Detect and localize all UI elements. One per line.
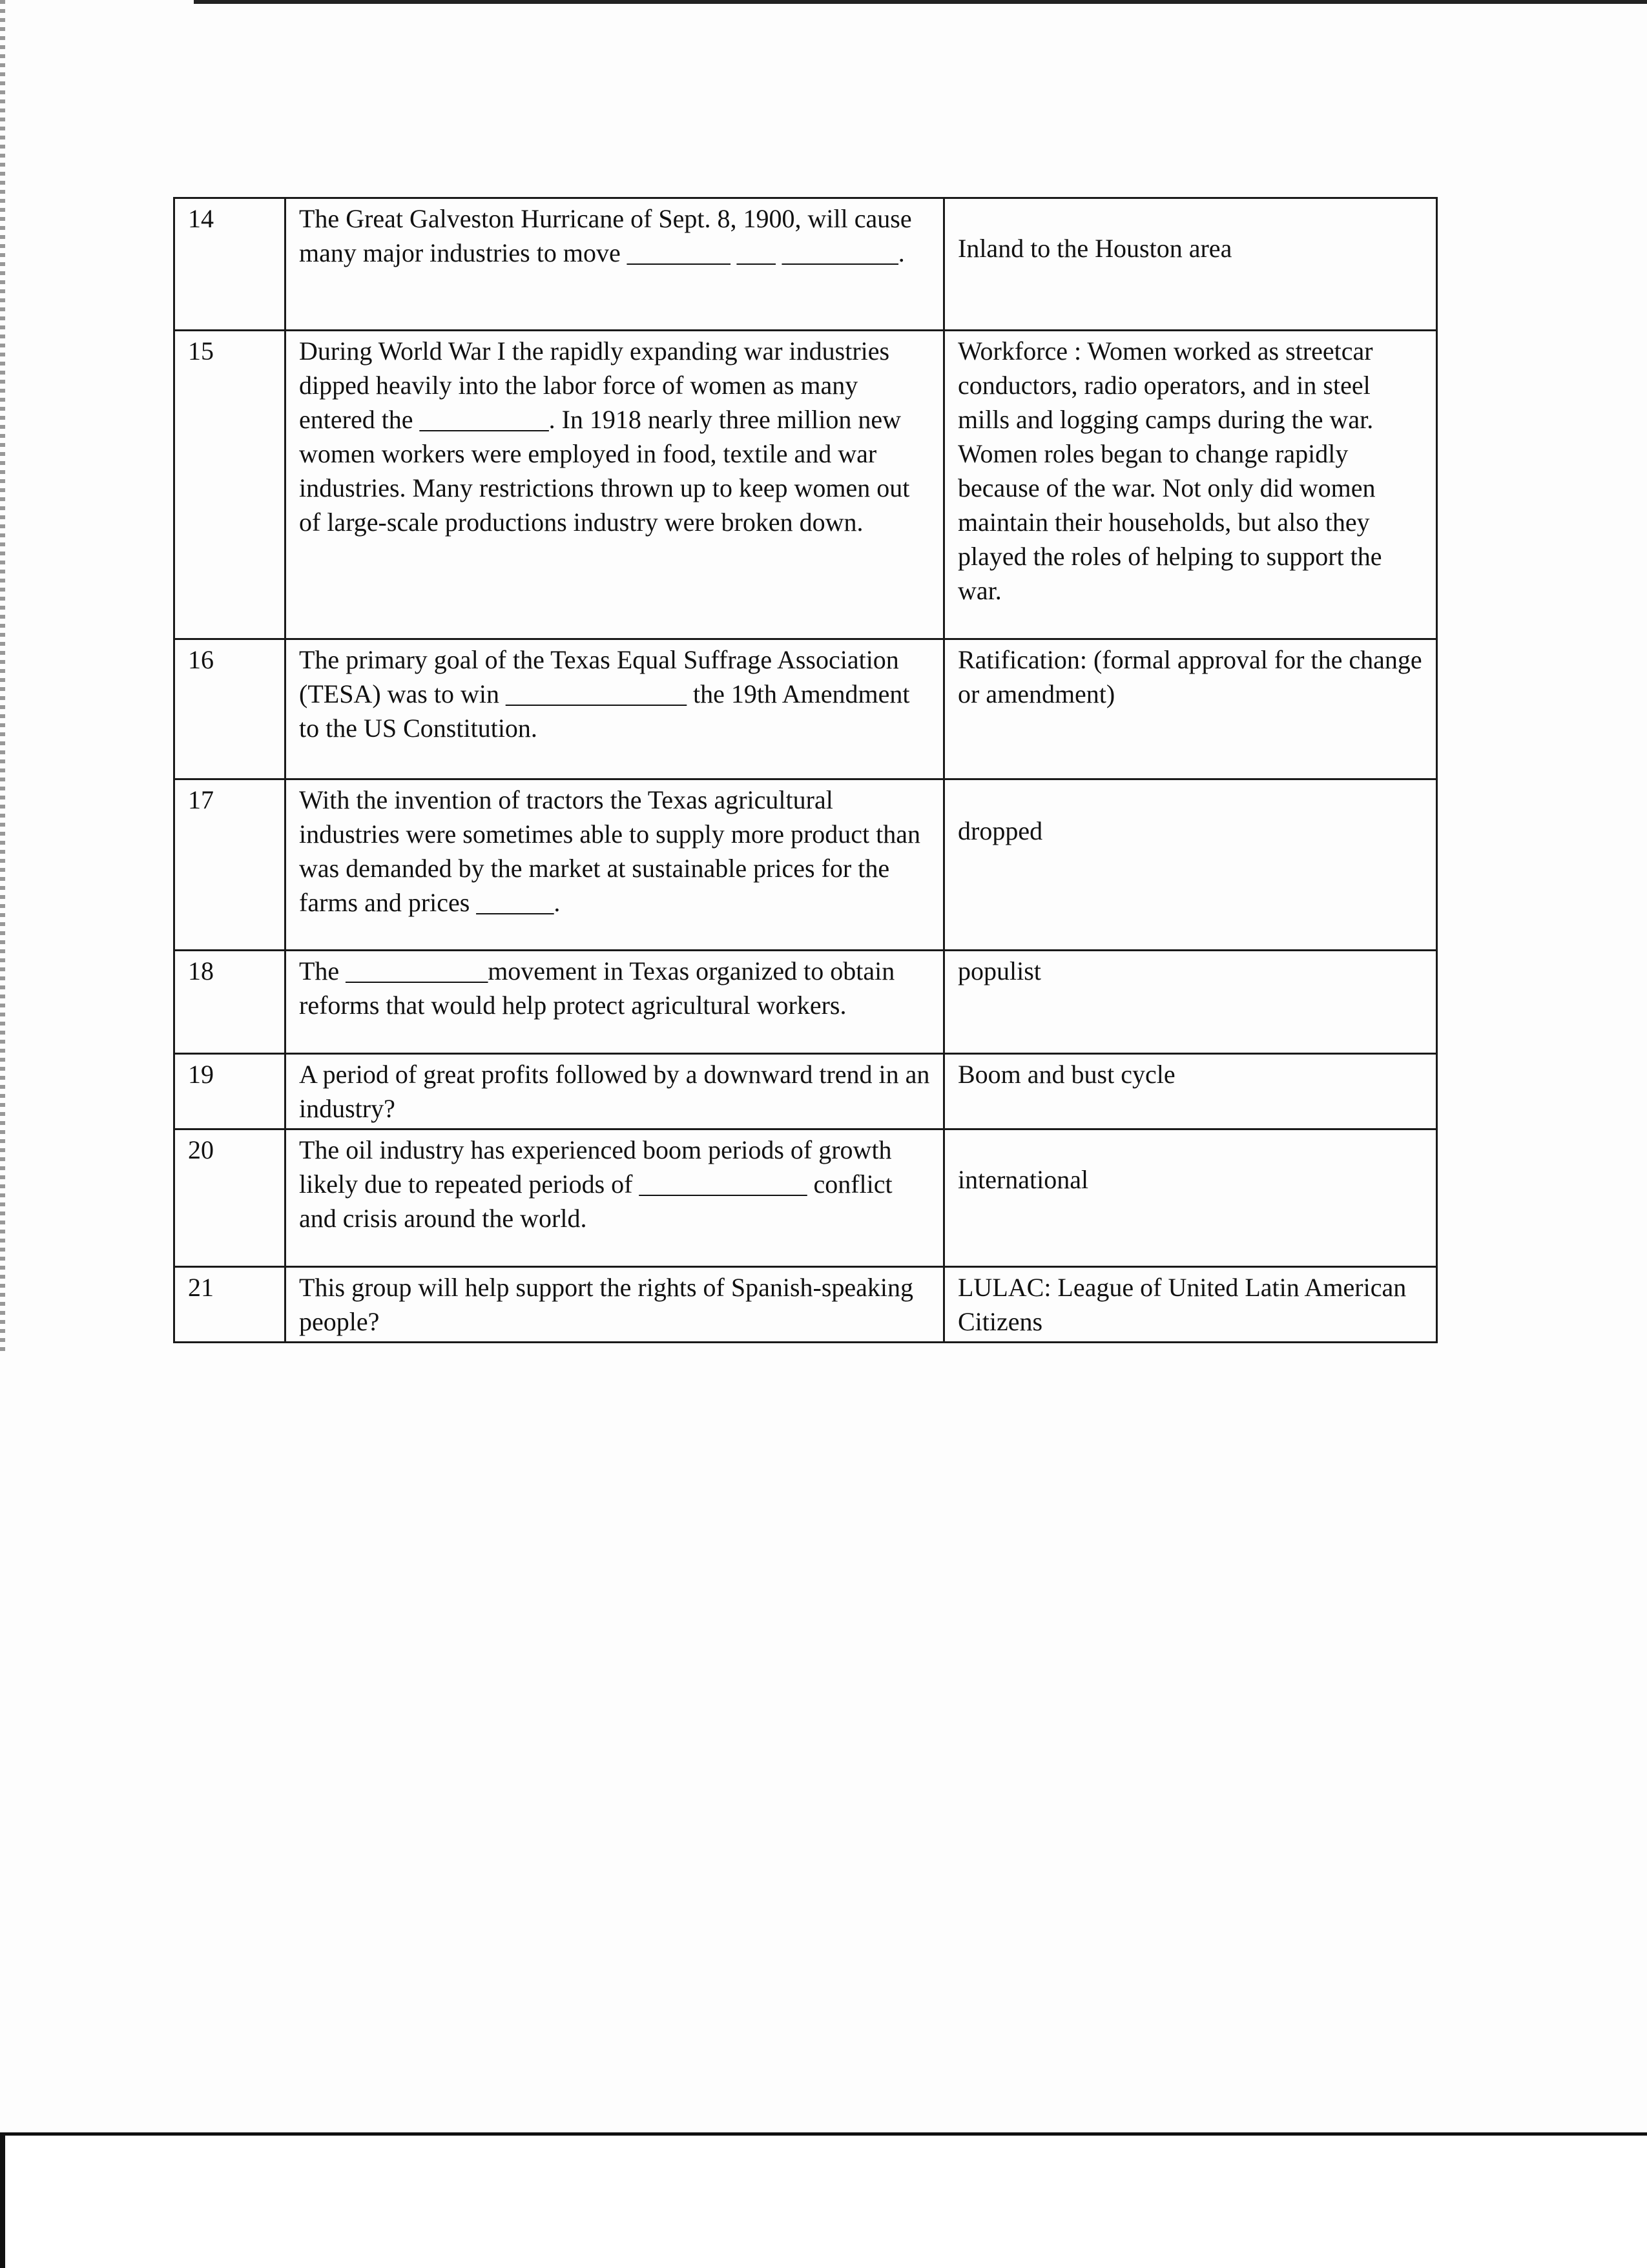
answer-cell: Boom and bust cycle: [944, 1054, 1437, 1129]
table-row: [174, 331, 1437, 639]
answer-cell: LULAC: League of United Latin American Citizens: [944, 1267, 1437, 1343]
row-number: 21: [174, 1267, 285, 1343]
row-number: 15: [174, 331, 285, 639]
answer-cell: Ratification: (formal approval for the change or amendment): [944, 639, 1437, 779]
table-row: [174, 1267, 1437, 1343]
scan-left-edge: [0, 0, 5, 1356]
scan-top-edge: [194, 0, 1647, 4]
question-cell: The oil industry has experienced boom periods of growth likely due to repeated periods of _____________ conflict and crisis around the world.: [285, 1129, 944, 1267]
question-cell: This group will help support the rights of Spanish-speaking people?: [285, 1267, 944, 1343]
table-row: [174, 639, 1437, 779]
table-row: [174, 198, 1437, 331]
row-number: 20: [174, 1129, 285, 1267]
question-cell: The Great Galveston Hurricane of Sept. 8, 1900, will cause many major industries to move ________ ___ _________.: [285, 198, 944, 331]
row-number: 19: [174, 1054, 285, 1129]
row-number: 18: [174, 951, 285, 1054]
answer-text: Inland to the Houston area: [958, 234, 1232, 263]
answer-cell: [944, 198, 1437, 331]
row-number: 17: [174, 779, 285, 951]
row-number: 16: [174, 639, 285, 779]
question-cell: During World War I the rapidly expanding war industries dipped heavily into the labor force of women as many entered the __________. In 1918 nearly three million new women workers were employed in food, textile and war industries. Many restrictions thrown up to keep women out of large-scale productions industry were broken down.: [285, 331, 944, 639]
question-cell: A period of great profits followed by a downward trend in an industry?: [285, 1054, 944, 1129]
worksheet-table: [173, 197, 1438, 1343]
question-cell: The ___________movement in Texas organized to obtain reforms that would help protect agricultural workers.: [285, 951, 944, 1054]
table-row: [174, 1129, 1437, 1267]
question-cell: With the invention of tractors the Texas agricultural industries were sometimes able to supply more product than was demanded by the market at sustainable prices for the farms and prices ______.: [285, 779, 944, 951]
table-row: [174, 1054, 1437, 1129]
question-cell: The primary goal of the Texas Equal Suffrage Association (TESA) was to win ______________ the 19th Amendment to the US Constitution.: [285, 639, 944, 779]
answer-cell: [944, 1129, 1437, 1267]
table-row: [174, 951, 1437, 1054]
scan-bottom-edge: [0, 2136, 5, 2268]
answer-cell: Workforce : Women worked as streetcar conductors, radio operators, and in steel mills and logging camps during the war. Women roles began to change rapidly because of the war. Not only did women maintain their households, but also they played the roles of helping to support the war.: [944, 331, 1437, 639]
row-number: 14: [174, 198, 285, 331]
table-row: [174, 779, 1437, 951]
answer-text: dropped: [958, 816, 1043, 845]
answer-text: international: [958, 1165, 1089, 1194]
answer-cell: populist: [944, 951, 1437, 1054]
scan-bottom-band: [0, 2132, 1647, 2268]
answer-cell: [944, 779, 1437, 951]
